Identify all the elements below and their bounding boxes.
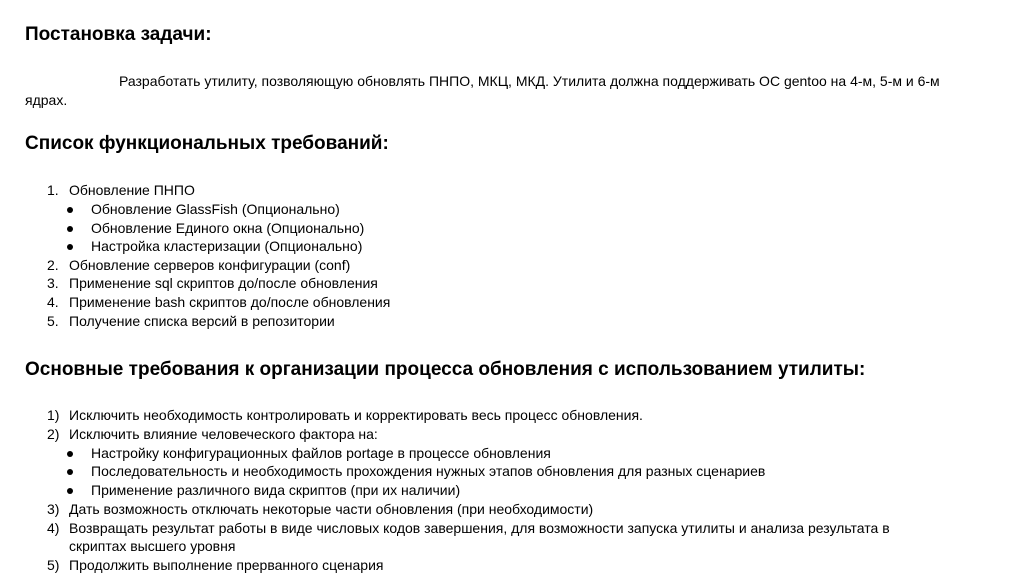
list-item-marker: 3. xyxy=(47,275,59,291)
list-item: Исключить влияние человеческого фактора на: xyxy=(69,426,378,442)
bullet-icon xyxy=(67,244,73,250)
list-item-continuation: скриптах высшего уровня xyxy=(69,538,236,554)
list-item: Дать возможность отключать некоторые части обновления (при необходимости) xyxy=(69,501,594,517)
bullet-icon xyxy=(67,469,73,475)
list-item: Обновление Единого окна (Опционально) xyxy=(91,220,365,236)
list-item-marker: 5) xyxy=(47,557,60,573)
section-title-process-requirements: Основные требования к организации процесса обновления с использованием утилиты: xyxy=(25,359,866,380)
list-item: Обновление ПНПО xyxy=(69,182,195,198)
list-item-marker: 2) xyxy=(47,426,60,442)
list-item: Применение различного вида скриптов (при их наличии) xyxy=(91,482,461,498)
list-item: Последовательность и необходимость прохождения нужных этапов обновления для разных сценариев xyxy=(91,463,766,479)
list-item-marker: 4) xyxy=(47,520,60,536)
list-item: Применение bash скриптов до/после обновления xyxy=(69,294,391,310)
bullet-icon xyxy=(67,451,73,457)
list-item: Получение списка версий в репозитории xyxy=(69,313,335,329)
list-item-marker: 5. xyxy=(47,313,59,329)
bullet-icon xyxy=(67,207,73,213)
task-description xyxy=(25,72,985,110)
list-item-marker: 4. xyxy=(47,294,59,310)
list-item-marker: 2. xyxy=(47,257,59,273)
bullet-icon xyxy=(67,488,73,494)
list-item: Настройку конфигурационных файлов portage в процессе обновления xyxy=(91,445,551,461)
list-item: Возвращать результат работы в виде числовых кодов завершения, для возможности запуска утилиты и анализа результата в xyxy=(69,520,890,536)
section-title-task: Постановка задачи: xyxy=(25,24,212,45)
list-item-marker: 1) xyxy=(47,407,60,423)
bullet-icon xyxy=(67,226,73,232)
list-item-marker: 1. xyxy=(47,182,59,198)
list-item: Обновление GlassFish (Опционально) xyxy=(91,201,340,217)
list-item: Настройка кластеризации (Опционально) xyxy=(91,238,363,254)
list-item: Продолжить выполнение прерванного сценария xyxy=(69,557,384,573)
list-item: Применение sql скриптов до/после обновления xyxy=(69,275,378,291)
list-item: Обновление серверов конфигурации (conf) xyxy=(69,257,351,273)
list-item-marker: 3) xyxy=(47,501,60,517)
section-title-functional-requirements: Список функциональных требований: xyxy=(25,133,389,154)
list-item: Исключить необходимость контролировать и корректировать весь процесс обновления. xyxy=(69,407,643,423)
task-description-text: Разработать утилиту, позволяющую обновлять ПНПО, МКЦ, МКД. Утилита должна поддерживать ОС gentoo на 4-м, 5-м и 6-м ядрах. xyxy=(25,73,940,108)
